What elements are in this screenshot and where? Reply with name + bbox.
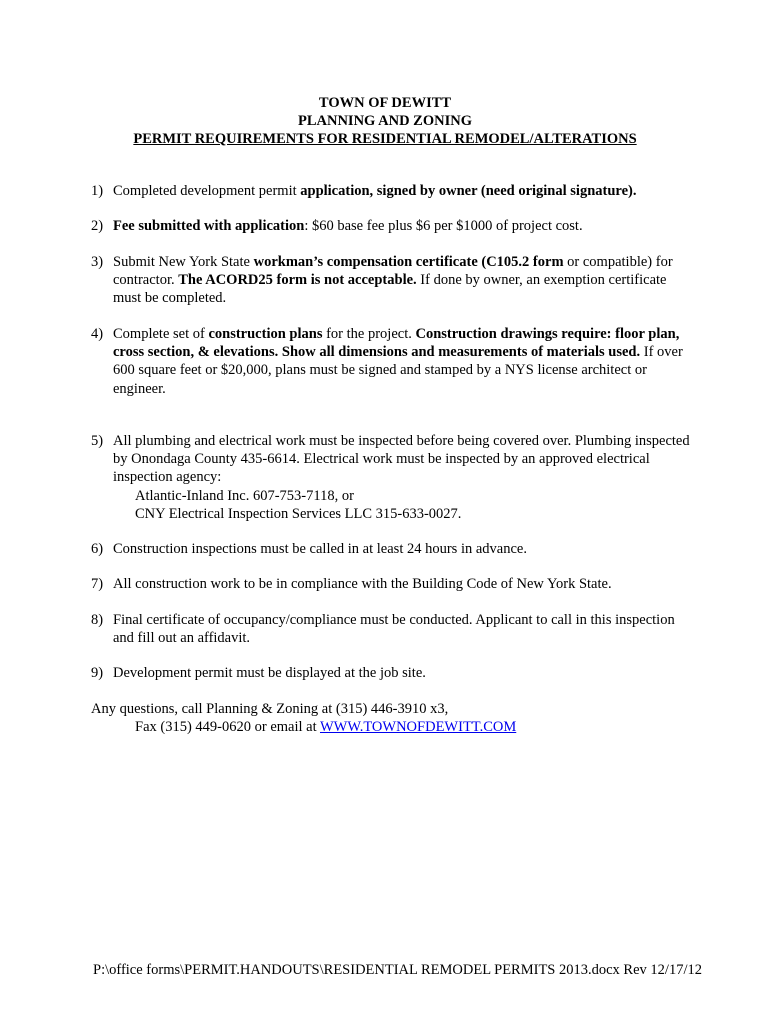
item-text: or compatible) for contractor. (113, 254, 673, 289)
department-name: PLANNING AND ZONING (297, 113, 472, 129)
inspection-agency-1: Atlantic-Inland Inc. 607-753-7118, or (135, 487, 354, 504)
item-text: If done by owner, an exemption certificate must be completed. (113, 272, 667, 307)
item-text: Construction inspections must be called in at least 24 hours in advance. (113, 541, 527, 557)
item-number: 4) (91, 326, 104, 342)
item-text-bold: workman’s compensation certificate (C105.2 form (253, 254, 564, 270)
item-number: 6) (91, 541, 104, 557)
item-text: Development permit must be displayed at the job site. (113, 665, 426, 681)
item-text-bold: construction plans (208, 326, 323, 342)
item-number: 9) (91, 665, 104, 681)
item-text: Final certificate of occupancy/compliance must be conducted. Applicant to call in this inspection and fill out an affidavit. (113, 612, 675, 647)
list-item-1 (91, 182, 691, 200)
item-text-bold: application, signed by owner (need original signature). (300, 183, 637, 199)
list-item-4 (91, 325, 691, 398)
contact-phone: Any questions, call Planning & Zoning at (315) 446-3910 x3, (91, 701, 449, 717)
list-item-5 (91, 432, 691, 523)
list-item-2 (91, 217, 691, 235)
item-text-bold: Fee submitted with application (113, 218, 305, 234)
item-text: : $60 base fee plus $6 per $1000 of project cost. (304, 218, 583, 234)
list-item-8 (91, 611, 691, 647)
inspection-agency-2: CNY Electrical Inspection Services LLC 315-633-0027. (135, 505, 462, 522)
item-text-bold: The ACORD25 form is not acceptable. (178, 272, 417, 289)
town-name: TOWN OF DEWITT (318, 95, 452, 111)
item-text: All plumbing and electrical work must be inspected before being covered over. Plumbing inspected by Onondaga County 435-6614. Electrical work must be inspected by an approved electrical inspection agency: (113, 433, 690, 486)
item-number: 1) (91, 183, 104, 199)
footer-file-path: P:\office forms\PERMIT.HANDOUTS\RESIDENTIAL REMODEL PERMITS 2013.docx Rev 12/17/12 (93, 962, 702, 978)
item-text: All construction work to be in compliance with the Building Code of New York State. (113, 576, 612, 592)
document-title: PERMIT REQUIREMENTS FOR RESIDENTIAL REMODEL/ALTERATIONS (133, 131, 637, 147)
item-number: 2) (91, 218, 104, 234)
contact-fax: Fax (315) 449-0620 or email at (135, 719, 320, 736)
item-text: for the project. (322, 326, 416, 342)
contact-info (91, 700, 711, 736)
list-item-9 (91, 664, 691, 682)
item-number: 8) (91, 612, 104, 628)
item-text: Submit New York State (113, 254, 254, 270)
website-link[interactable]: WWW.TOWNOFDEWITT.COM (319, 719, 517, 736)
list-item-6 (91, 540, 691, 558)
item-text-bold: Construction drawings require: floor plan, cross section, & elevations. Show all dimensions and measurements of materials used. (113, 326, 680, 361)
item-number: 7) (91, 576, 104, 592)
item-text: If over 600 square feet or $20,000, plans must be signed and stamped by a NYS license architect or engineer. (113, 344, 683, 397)
item-number: 5) (91, 433, 104, 449)
item-text: Completed development permit (113, 183, 301, 199)
contact-fax-email (91, 718, 711, 736)
list-item-3 (91, 253, 691, 308)
list-item-7 (91, 575, 691, 593)
item-text: Complete set of (113, 326, 209, 342)
item-number: 3) (91, 254, 104, 270)
